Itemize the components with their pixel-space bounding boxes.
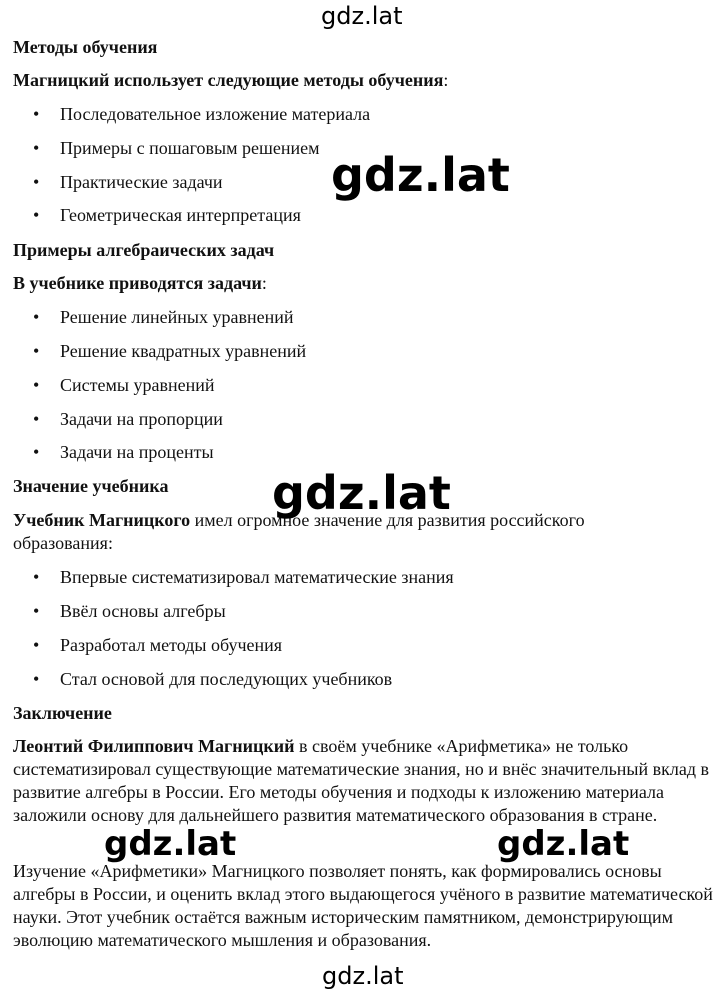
- list-item: • Разработал методы обучения: [33, 635, 283, 655]
- list-item: • Решение линейных уравнений: [33, 307, 294, 327]
- watermark: gdz.lat: [272, 466, 451, 520]
- list-item: • Системы уравнений: [33, 375, 215, 395]
- section-heading-examples: Примеры алгебраических задач: [13, 240, 275, 260]
- list-item: • Геометрическая интерпретация: [33, 205, 301, 225]
- section-intro-significance: Учебник Магницкого имел огромное значение для развития российского образования:: [13, 510, 585, 553]
- conclusion-paragraph-1: Леонтий Филиппович Магницкий в своём учебнике «Арифметика» не только систематизировал существующие математические знания, но и внёс значительный вклад в развитие алгебры в России. Его методы обучения и подходы к изложению материала заложили основу для дальнейшего развития математического образования в стране.: [13, 736, 710, 825]
- watermark: gdz.lat: [497, 824, 630, 864]
- watermark: gdz.lat: [322, 962, 404, 990]
- list-item: • Стал основой для последующих учебников: [33, 669, 393, 689]
- section-heading-conclusion: Заключение: [13, 703, 112, 723]
- section-heading-significance: Значение учебника: [13, 476, 169, 496]
- list-item: • Практические задачи: [33, 172, 223, 192]
- watermark: gdz.lat: [321, 2, 403, 30]
- section-intro-examples: В учебнике приводятся задачи:: [13, 273, 267, 293]
- list-item: • Впервые систематизировал математические знания: [33, 567, 454, 587]
- watermark: gdz.lat: [331, 148, 510, 202]
- section-intro-methods: Магницкий использует следующие методы обучения:: [13, 70, 449, 90]
- list-item: • Решение квадратных уравнений: [33, 341, 307, 361]
- conclusion-paragraph-2: Изучение «Арифметики» Магницкого позволяет понять, как формировались основы алгебры в России, и оценить вклад этого выдающегося учёного в развитие математической науки. Этот учебник остаётся важным историческим памятником, демонстрирующим эволюцию математического мышления и образования.: [13, 861, 713, 950]
- list-item: • Ввёл основы алгебры: [33, 601, 226, 621]
- section-heading-methods: Методы обучения: [13, 37, 158, 57]
- list-item: • Задачи на пропорции: [33, 409, 223, 429]
- watermark: gdz.lat: [104, 824, 237, 864]
- list-item: • Последовательное изложение материала: [33, 104, 371, 124]
- list-item: • Задачи на проценты: [33, 442, 214, 462]
- list-item: • Примеры с пошаговым решением: [33, 138, 320, 158]
